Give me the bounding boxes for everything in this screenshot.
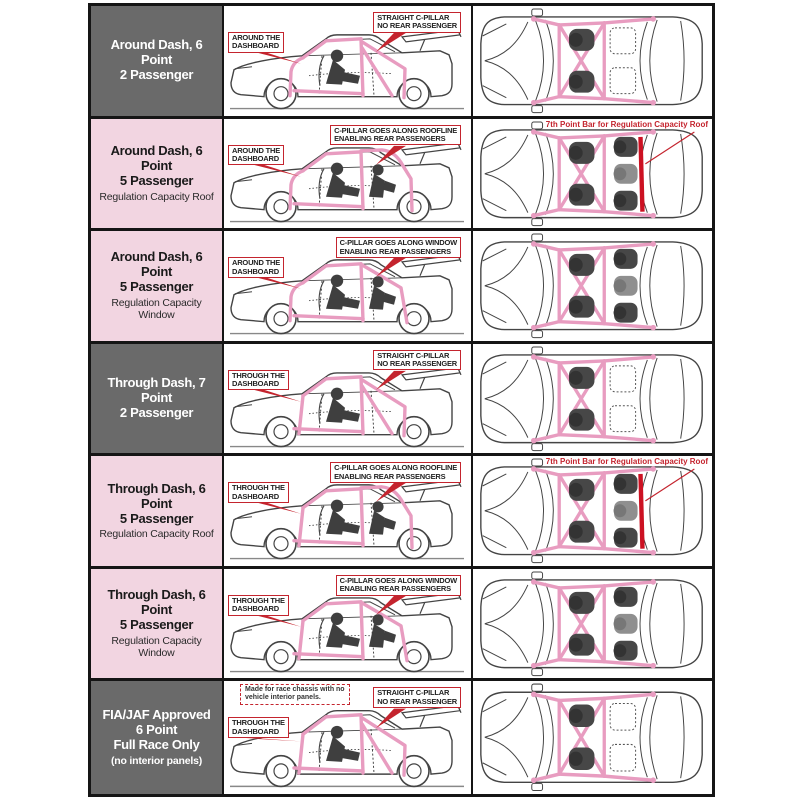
race-chassis-note	[240, 684, 350, 704]
dash-callout-line1: AROUND THE	[232, 145, 280, 155]
c-pillar-callout-line1: C-PILLAR GOES ALONG WINDOW	[339, 575, 457, 585]
c-pillar-callout	[373, 12, 461, 33]
c-pillar-callout-line2: NO REAR PASSENGER	[377, 21, 457, 31]
dash-callout-line2: DASHBOARD	[232, 379, 279, 389]
c-pillar-callout	[330, 462, 461, 483]
row-label-line1: Around Dash, 6 Point	[110, 249, 203, 280]
dash-callout	[228, 32, 284, 53]
row-label-line1: Through Dash, 6 Point	[107, 480, 206, 511]
c-pillar-callout	[373, 687, 461, 708]
dash-callout-line2: DASHBOARD	[232, 491, 279, 501]
race-chassis-note-line1: Made for race chassis with no	[245, 686, 345, 694]
dash-callout-line1: THROUGH THE	[232, 370, 285, 380]
seventh-point-bar-label: 7th Point Bar for Regulation Capacity Roof	[545, 119, 708, 129]
side-view-cell	[224, 344, 473, 454]
row-label-line2: 5 Passenger	[119, 510, 194, 526]
dash-callout	[228, 482, 289, 503]
row-label-line1: Through Dash, 7 Point	[107, 375, 206, 406]
c-pillar-callout-line2: NO REAR PASSENGER	[377, 359, 457, 369]
row-label-cell	[91, 6, 224, 116]
row-label-cell	[91, 231, 224, 341]
row-label-sublabel: Regulation Capacity Roof	[99, 190, 214, 203]
dash-callout	[228, 257, 284, 278]
car-top-view-illustration	[473, 681, 712, 794]
row-label-line3: Full Race Only	[113, 737, 200, 753]
row-label-line2: 5 Passenger	[119, 279, 194, 295]
top-view-cell	[473, 119, 712, 229]
car-top-view-illustration	[473, 6, 712, 116]
c-pillar-callout-line1: STRAIGHT C-PILLAR	[377, 350, 450, 360]
side-view-cell	[224, 456, 473, 566]
row-label-line2: 6 Point	[135, 722, 178, 738]
side-view-cell	[224, 569, 473, 679]
dash-callout-line1: THROUGH THE	[232, 718, 285, 728]
row-label-line2: 5 Passenger	[119, 617, 194, 633]
dash-callout	[228, 717, 289, 738]
row-label-line2: 2 Passenger	[119, 404, 194, 420]
c-pillar-callout-line1: STRAIGHT C-PILLAR	[377, 688, 450, 698]
row-label-line1: Through Dash, 6 Point	[107, 587, 206, 618]
table-row	[91, 119, 712, 232]
row-label-line2: 5 Passenger	[119, 172, 194, 188]
car-top-view-illustration	[473, 231, 712, 341]
dash-callout-line2: DASHBOARD	[232, 153, 279, 163]
row-label-line1: Around Dash, 6 Point	[110, 142, 203, 173]
dash-callout	[228, 595, 289, 616]
seventh-point-bar-label: 7th Point Bar for Regulation Capacity Roof	[545, 457, 708, 467]
top-view-cell	[473, 569, 712, 679]
table-row	[91, 344, 712, 457]
dash-callout-line1: AROUND THE	[232, 33, 280, 42]
c-pillar-callout	[330, 125, 461, 146]
top-view-cell	[473, 456, 712, 566]
dash-callout-line1: AROUND THE	[232, 258, 280, 268]
c-pillar-callout-line1: C-PILLAR GOES ALONG ROOFLINE	[334, 125, 457, 135]
top-view-cell	[473, 681, 712, 794]
c-pillar-callout-line2: ENABLING REAR PASSENGERS	[339, 584, 451, 594]
row-label-sublabel: (no interior panels)	[110, 755, 203, 768]
dash-callout	[228, 145, 284, 166]
table-row	[91, 6, 712, 119]
car-top-view-illustration	[473, 456, 712, 566]
c-pillar-callout-line1: C-PILLAR GOES ALONG ROOFLINE	[334, 463, 457, 473]
side-view-cell	[224, 231, 473, 341]
dash-callout-line1: THROUGH THE	[232, 595, 285, 605]
rollcage-table	[88, 3, 715, 797]
side-view-cell	[224, 119, 473, 229]
car-top-view-illustration	[473, 119, 712, 229]
c-pillar-callout	[373, 350, 461, 371]
top-view-cell	[473, 344, 712, 454]
table-row	[91, 681, 712, 794]
top-view-cell	[473, 231, 712, 341]
c-pillar-callout-line2: ENABLING REAR PASSENGERS	[334, 133, 446, 143]
dash-callout-line2: DASHBOARD	[232, 726, 279, 736]
row-label-line1: FIA/JAF Approved	[102, 707, 211, 723]
table-row	[91, 456, 712, 569]
row-label-cell	[91, 456, 224, 566]
row-label-line1: Around Dash, 6 Point	[110, 37, 203, 68]
dash-callout	[228, 370, 289, 391]
row-label-cell	[91, 344, 224, 454]
table-row	[91, 569, 712, 682]
dash-callout-line2: DASHBOARD	[232, 604, 279, 614]
dash-callout-line2: DASHBOARD	[232, 266, 279, 276]
side-view-cell	[224, 6, 473, 116]
car-top-view-illustration	[473, 569, 712, 679]
race-chassis-note-line2: vehicle interior panels.	[245, 694, 321, 702]
table-row	[91, 231, 712, 344]
c-pillar-callout-line2: ENABLING REAR PASSENGERS	[339, 246, 451, 256]
row-label-sublabel: Regulation Capacity Window	[111, 634, 202, 660]
c-pillar-callout	[336, 237, 461, 258]
car-top-view-illustration	[473, 344, 712, 454]
top-view-cell	[473, 6, 712, 116]
c-pillar-callout-line1: C-PILLAR GOES ALONG WINDOW	[339, 238, 457, 248]
side-view-cell	[224, 681, 473, 794]
c-pillar-callout-line2: NO REAR PASSENGER	[377, 696, 457, 706]
row-label-sublabel: Regulation Capacity Roof	[99, 528, 214, 541]
c-pillar-callout-line2: ENABLING REAR PASSENGERS	[334, 471, 446, 481]
row-label-sublabel: Regulation Capacity Window	[111, 297, 202, 322]
row-label-line2: 2 Passenger	[119, 67, 194, 83]
dash-callout-line1: THROUGH THE	[232, 483, 285, 493]
dash-callout-line2: DASHBOARD	[232, 41, 279, 51]
row-label-cell	[91, 681, 224, 794]
row-label-cell	[91, 119, 224, 229]
c-pillar-callout-line1: STRAIGHT C-PILLAR	[377, 13, 450, 22]
row-label-cell	[91, 569, 224, 679]
c-pillar-callout	[336, 575, 461, 596]
